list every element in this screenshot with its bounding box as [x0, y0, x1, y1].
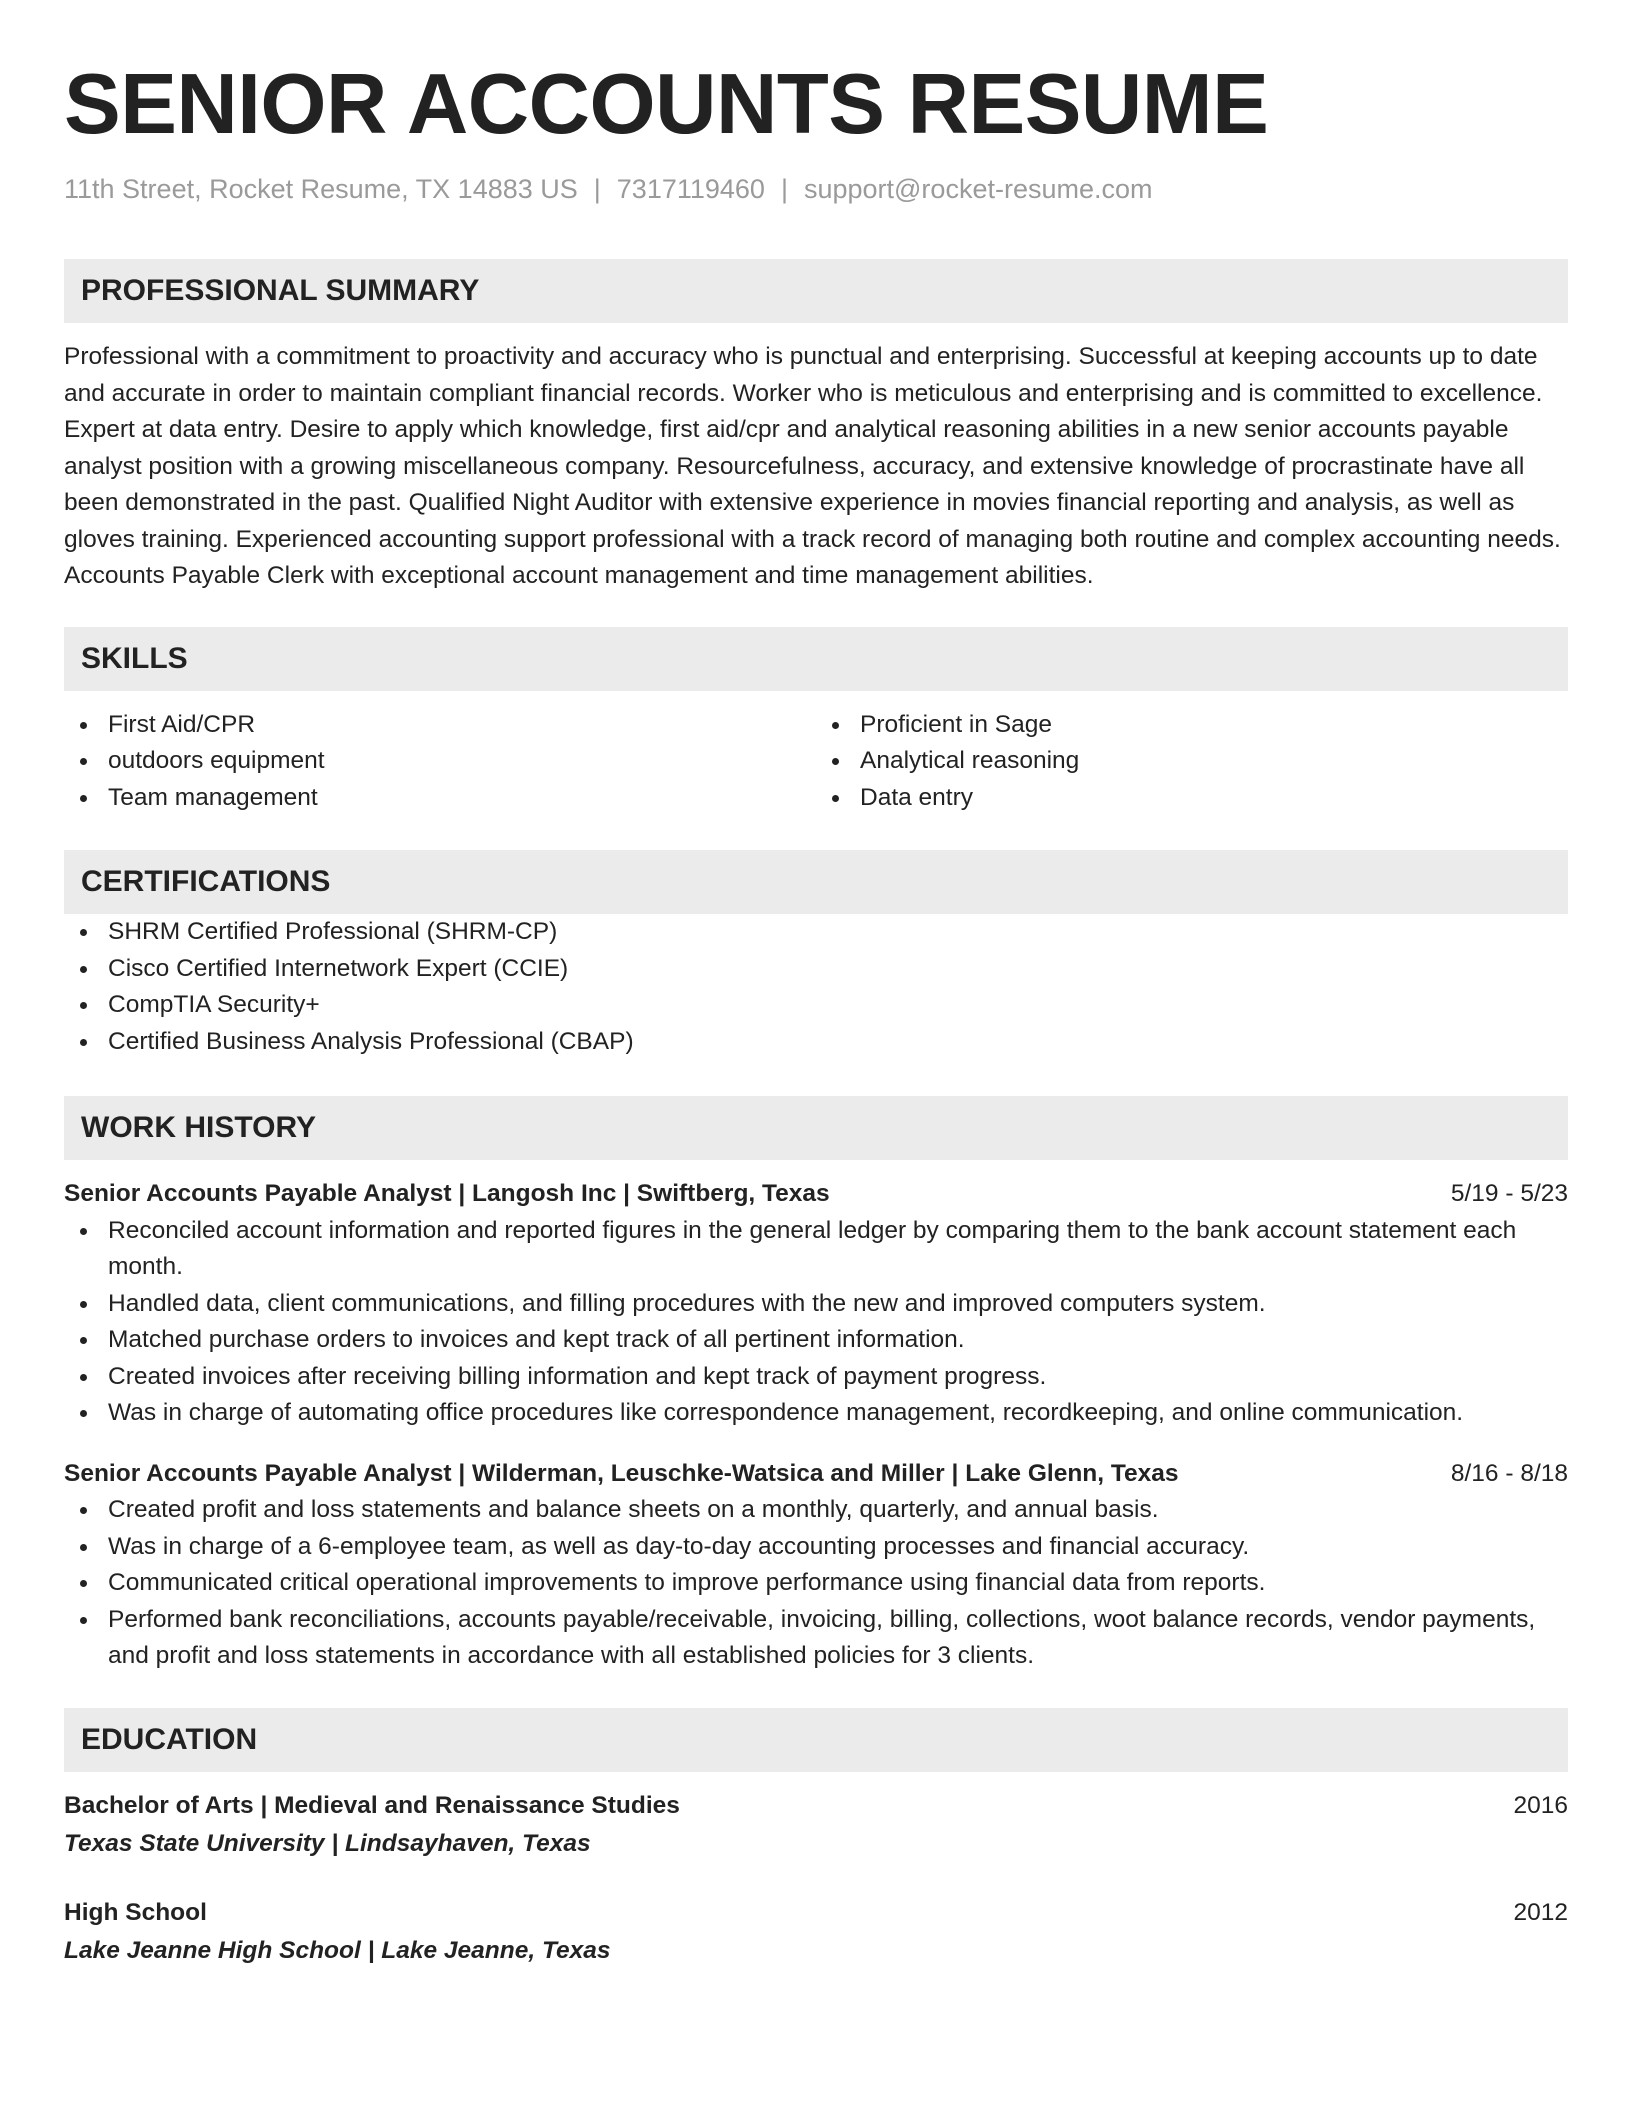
- job-entry: [64, 1176, 1568, 1432]
- skill-item: Team management: [64, 780, 816, 817]
- contact-email: support@rocket-resume.com: [803, 174, 1153, 204]
- skill-item: Proficient in Sage: [816, 707, 1568, 744]
- job-date: 8/16 - 8/18: [1450, 1459, 1568, 1487]
- job-title: Senior Accounts Payable Analyst | Langosh Inc | Swiftberg, Texas: [64, 1180, 830, 1207]
- job-title: Senior Accounts Payable Analyst | Wilderman, Leuschke-Watsica and Miller | Lake Glenn, Texas: [64, 1459, 1179, 1487]
- job-title-row: [64, 1176, 1568, 1213]
- contact-separator: |: [780, 174, 788, 204]
- job-bullet: Was in charge of a 6-employee team, as well as day-to-day accounting processes and financial accuracy.: [64, 1529, 1568, 1566]
- education-school: Lake Jeanne High School | Lake Jeanne, Texas: [64, 1937, 611, 1964]
- skills-column-right: [816, 707, 1568, 817]
- education-date: 2012: [1513, 1898, 1568, 1926]
- education-degree: High School: [64, 1898, 207, 1926]
- job-bullet: Created invoices after receiving billing information and kept track of payment progress.: [64, 1359, 1568, 1396]
- job-bullet: Performed bank reconciliations, accounts payable/receivable, invoicing, billing, collections, woot balance records, vendor payments, and profit and loss statements in accordance with all established policies for 3 clients.: [64, 1602, 1568, 1675]
- job-bullet: Reconciled account information and reported figures in the general ledger by comparing them to the bank account statement each month.: [64, 1213, 1568, 1286]
- resume-title: SENIOR ACCOUNTS RESUME: [64, 57, 1269, 152]
- section-heading-education: EDUCATION: [64, 1708, 1568, 1772]
- certification-item: SHRM Certified Professional (SHRM-CP): [64, 914, 1568, 951]
- education-school: Texas State University | Lindsayhaven, Texas: [64, 1830, 591, 1857]
- job-responsibilities: [64, 1492, 1568, 1675]
- job-bullet: Communicated critical operational improvements to improve performance using financial data from reports.: [64, 1565, 1568, 1602]
- skills-list-right: [816, 707, 1568, 817]
- job-title-row: [64, 1456, 1568, 1493]
- skill-item: First Aid/CPR: [64, 707, 816, 744]
- job-responsibilities: [64, 1213, 1568, 1432]
- skills-grid: [64, 707, 1568, 817]
- certification-item: Cisco Certified Internetwork Expert (CCIE): [64, 951, 1568, 988]
- education-row: [64, 1895, 1568, 1932]
- education-date: 2016: [1513, 1791, 1568, 1819]
- job-bullet: Handled data, client communications, and filling procedures with the new and improved computers system.: [64, 1286, 1568, 1323]
- job-entry: [64, 1456, 1568, 1675]
- certification-item: Certified Business Analysis Professional (CBAP): [64, 1024, 1568, 1061]
- skill-item: Analytical reasoning: [816, 743, 1568, 780]
- job-date: 5/19 - 5/23: [1450, 1180, 1568, 1207]
- section-heading-skills: SKILLS: [64, 627, 1568, 691]
- skill-item: outdoors equipment: [64, 743, 816, 780]
- contact-line: [64, 171, 1568, 207]
- job-bullet: Matched purchase orders to invoices and kept track of all pertinent information.: [64, 1322, 1568, 1359]
- job-bullet: Was in charge of automating office procedures like correspondence management, recordkeeping, and online communication.: [64, 1395, 1568, 1432]
- section-heading-work-history: WORK HISTORY: [64, 1096, 1568, 1160]
- education-entry: [64, 1788, 1568, 1863]
- section-heading-professional-summary: PROFESSIONAL SUMMARY: [64, 259, 1568, 323]
- education-entry: [64, 1895, 1568, 1970]
- contact-separator: |: [593, 174, 601, 204]
- contact-address: 11th Street, Rocket Resume, TX 14883 US: [64, 174, 578, 204]
- skill-item: Data entry: [816, 780, 1568, 817]
- contact-phone: 7317119460: [616, 174, 765, 204]
- certification-item: CompTIA Security+: [64, 987, 1568, 1024]
- job-bullet: Created profit and loss statements and balance sheets on a monthly, quarterly, and annual basis.: [64, 1492, 1568, 1529]
- skills-column-left: [64, 707, 816, 817]
- professional-summary-text: Professional with a commitment to proactivity and accuracy who is punctual and enterprising. Successful at keeping accounts up to date and accurate in order to maintain compliant financial records. Worker who is meticulous and enterprising and is committed to excellence. Expert at data entry. Desire to apply which knowledge, first aid/cpr and analytical reasoning abilities in a new senior accounts payable analyst position with a growing miscellaneous company. Resourcefulness, accuracy, and extensive knowledge of procrastinate have all been demonstrated in the past. Qualified Night Auditor with extensive experience in movies financial reporting and analysis, as well as gloves training. Experienced accounting support professional with a track record of managing both routine and complex accounting needs. Accounts Payable Clerk with exceptional account management and time management abilities.: [64, 343, 1561, 589]
- skills-list-left: [64, 707, 816, 817]
- section-heading-certifications: CERTIFICATIONS: [64, 850, 1568, 914]
- education-row: [64, 1788, 1568, 1825]
- certifications-list: [64, 914, 1568, 1060]
- education-degree: Bachelor of Arts | Medieval and Renaissance Studies: [64, 1791, 680, 1819]
